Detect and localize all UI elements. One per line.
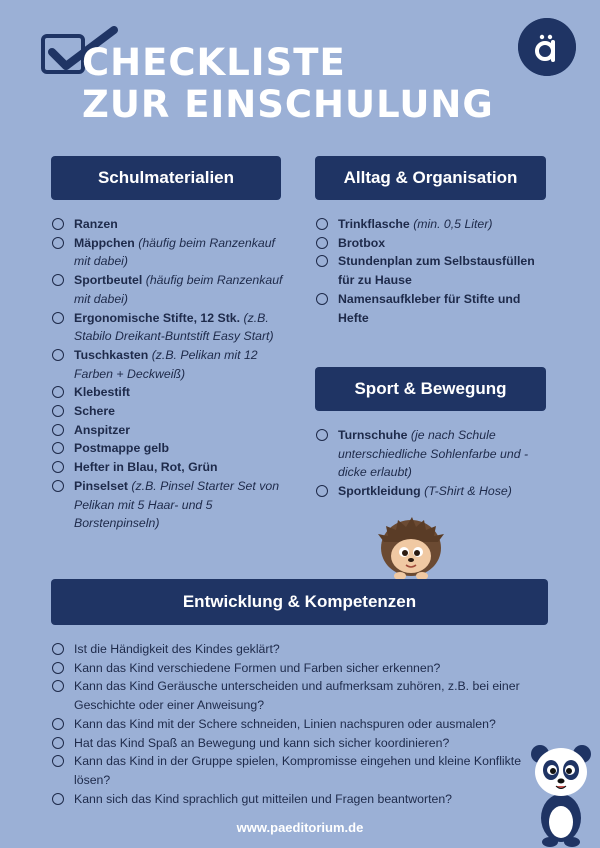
schulmaterialien-list bbox=[52, 215, 288, 533]
footer-url[interactable]: www.paeditorium.de bbox=[236, 820, 364, 835]
alltag-list bbox=[316, 215, 552, 327]
checklist-item[interactable]: Mäppchen (häufig beim Ranzenkauf mit dabei) bbox=[52, 234, 288, 271]
checklist-item[interactable]: Postmappe gelb bbox=[52, 439, 288, 458]
section-header-schulmaterialien: Schulmaterialien bbox=[51, 156, 281, 200]
checklist-item[interactable]: Tuschkasten (z.B. Pelikan mit 12 Farben + Deckweiß) bbox=[52, 346, 288, 383]
hedgehog-illustration bbox=[376, 512, 446, 582]
title-line-2: ZUR EINSCHULUNG bbox=[82, 83, 494, 126]
checklist-item[interactable]: Kann das Kind Geräusche unterscheiden und aufmerksam zuhören, z.B. bei einer Geschichte oder einer Anweisung? bbox=[52, 677, 542, 714]
checklist-item[interactable]: Sportbeutel (häufig beim Ranzenkauf mit dabei) bbox=[52, 271, 288, 308]
checklist-item[interactable]: Kann sich das Kind sprachlich gut mitteilen und Fragen beantworten? bbox=[52, 790, 542, 809]
checklist-item[interactable]: Schere bbox=[52, 402, 288, 421]
checklist-item[interactable]: Ranzen bbox=[52, 215, 288, 234]
checklist-item[interactable]: Ergonomische Stifte, 12 Stk. (z.B. Stabilo Dreikant-Buntstift Easy Start) bbox=[52, 309, 288, 346]
checklist-item[interactable]: Klebestift bbox=[52, 383, 288, 402]
checklist-item[interactable]: Ist die Händigkeit des Kindes geklärt? bbox=[52, 640, 542, 659]
paeditorium-logo-icon bbox=[518, 18, 576, 76]
section-header-entwicklung: Entwicklung & Kompetenzen bbox=[51, 579, 548, 625]
checklist-item[interactable]: Hat das Kind Spaß an Bewegung und kann sich sicher koordinieren? bbox=[52, 734, 542, 753]
checklist-item[interactable]: Turnschuhe (je nach Schule unterschiedliche Sohlenfarbe und -dicke erlaubt) bbox=[316, 426, 552, 482]
checklist-item[interactable]: Kann das Kind in der Gruppe spielen, Kompromisse eingehen und kleine Konflikte lösen? bbox=[52, 752, 542, 789]
checklist-item[interactable]: Stundenplan zum Selbstausfüllen für zu Hause bbox=[316, 252, 552, 289]
checklist-item[interactable]: Namensaufkleber für Stifte und Hefte bbox=[316, 290, 552, 327]
checklist-item[interactable]: Brotbox bbox=[316, 234, 552, 253]
checklist-item[interactable]: Sportkleidung (T-Shirt & Hose) bbox=[316, 482, 552, 501]
checklist-item[interactable]: Anspitzer bbox=[52, 421, 288, 440]
checklist-item[interactable]: Trinkflasche (min. 0,5 Liter) bbox=[316, 215, 552, 234]
checklist-item[interactable]: Pinselset (z.B. Pinsel Starter Set von Pelikan mit 5 Haar- und 5 Borstenpinseln) bbox=[52, 477, 288, 533]
checklist-item[interactable]: Kann das Kind mit der Schere schneiden, Linien nachspuren oder ausmalen? bbox=[52, 715, 542, 734]
checklist-item[interactable]: Kann das Kind verschiedene Formen und Farben sicher erkennen? bbox=[52, 659, 542, 678]
sport-list bbox=[316, 426, 552, 501]
entwicklung-list bbox=[52, 640, 542, 808]
checklist-item[interactable]: Hefter in Blau, Rot, Grün bbox=[52, 458, 288, 477]
title-line-1: CHECKLISTE bbox=[82, 41, 346, 84]
page-title bbox=[82, 42, 494, 126]
section-header-sport: Sport & Bewegung bbox=[315, 367, 546, 411]
section-header-alltag: Alltag & Organisation bbox=[315, 156, 546, 200]
